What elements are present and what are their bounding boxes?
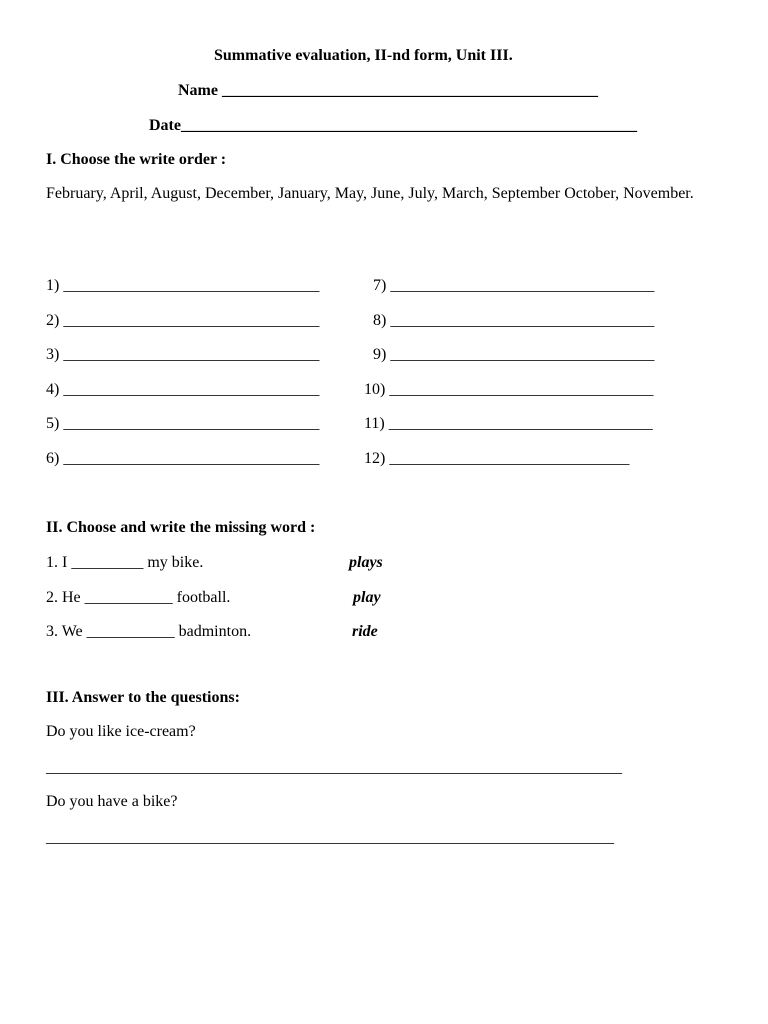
answer-line-1[interactable]: 1) ________________________________ [46,277,320,294]
fill-sentence-2[interactable]: 2. He ___________ football. [46,589,231,606]
section-1-heading: I. Choose the write order : [46,151,227,168]
answer-line-11[interactable]: 11) _________________________________ [364,415,653,432]
fill-sentence-1[interactable]: 1. I _________ my bike. [46,554,204,571]
name-field[interactable]: Name _______________________________________________ [178,82,598,99]
word-option-ride: ride [352,623,378,640]
question-1: Do you like ice-cream? [46,723,196,740]
answer-line-4[interactable]: 4) ________________________________ [46,381,320,398]
section-2-heading: II. Choose and write the missing word : [46,519,316,536]
question-2: Do you have a bike? [46,793,178,810]
fill-sentence-3[interactable]: 3. We ___________ badminton. [46,623,252,640]
date-field[interactable]: Date_________________________________________________________ [149,117,637,134]
answer-line-10[interactable]: 10) _________________________________ [364,381,654,398]
answer-line-8[interactable]: 8) _________________________________ [373,312,655,329]
answer-field-1[interactable]: ________________________________________________________________________ [46,759,622,776]
answer-line-6[interactable]: 6) ________________________________ [46,450,320,467]
answer-line-5[interactable]: 5) ________________________________ [46,415,320,432]
page-title: Summative evaluation, II-nd form, Unit III. [214,47,513,64]
answer-line-3[interactable]: 3) ________________________________ [46,346,320,363]
months-list-text: February, April, August, December, January, May, June, July, March, September October, November. [46,185,694,202]
word-option-play: play [353,589,381,606]
answer-line-9[interactable]: 9) _________________________________ [373,346,655,363]
section-3-heading: III. Answer to the questions: [46,689,240,706]
word-option-plays: plays [349,554,383,571]
answer-field-2[interactable]: _______________________________________________________________________ [46,829,614,846]
answer-line-7[interactable]: 7) _________________________________ [373,277,655,294]
answer-line-12[interactable]: 12) ______________________________ [364,450,630,467]
answer-line-2[interactable]: 2) ________________________________ [46,312,320,329]
